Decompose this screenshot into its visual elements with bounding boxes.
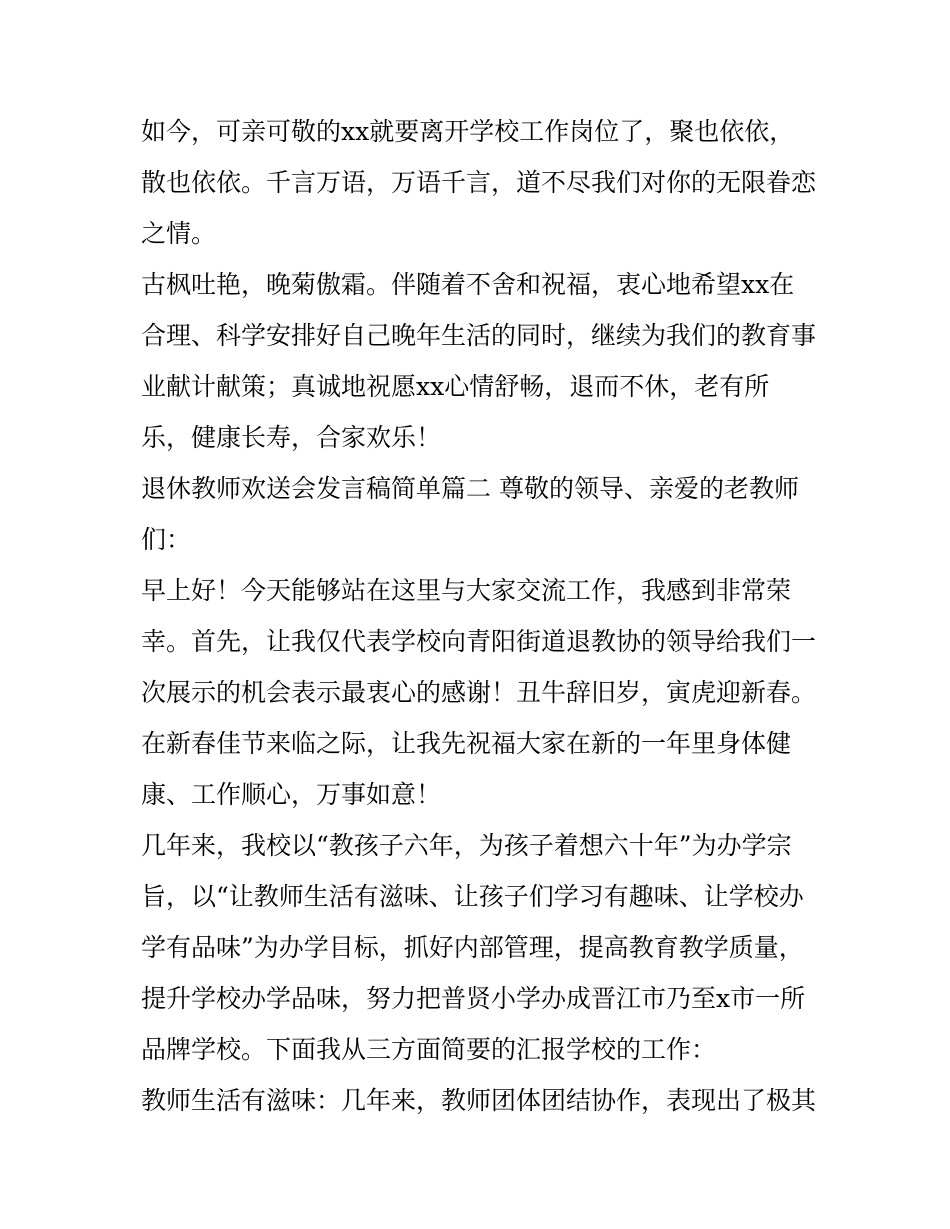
text-line-19: 品牌学校。下面我从三方面简要的汇报学校的工作： [141, 1035, 717, 1064]
text-line-6: 业献计献策；真诚地祝愿xx心情舒畅，退而不休，老有所 [141, 372, 770, 401]
text-line-9: 们： [141, 525, 192, 554]
text-line-12: 次展示的机会表示最衷心的感谢！丑牛辞旧岁，寅虎迎新春。 [141, 678, 817, 707]
text-line-8: 退休教师欢送会发言稿简单篇二 尊敬的领导、亲爱的老教师 [141, 474, 799, 503]
text-line-10: 早上好！今天能够站在这里与大家交流工作，我感到非常荣 [141, 576, 792, 605]
text-line-13: 在新春佳节来临之际，让我先祝福大家在新的一年里身体健 [141, 729, 792, 758]
text-line-14: 康、工作顺心，万事如意！ [141, 780, 442, 809]
text-line-5: 合理、科学安排好自己晚年生活的同时，继续为我们的教育事 [141, 321, 817, 350]
text-line-3: 之情。 [141, 219, 217, 248]
text-line-18: 提升学校办学品味，努力把普贤小学办成晋江市乃至x市一所 [141, 984, 806, 1013]
text-line-7: 乐，健康长寿，合家欢乐！ [141, 423, 442, 452]
text-line-15: 几年来，我校以“教孩子六年，为孩子着想六十年”为办学宗 [141, 831, 792, 860]
text-line-17: 学有品味”为办学目标，抓好内部管理，提高教育教学质量， [141, 933, 804, 962]
text-line-1: 如今，可亲可敬的xx就要离开学校工作岗位了，聚也依依， [141, 117, 795, 146]
text-line-20: 教师生活有滋味：几年来，教师团体团结协作，表现出了极其 [141, 1086, 817, 1115]
text-line-16: 旨，以“让教师生活有滋味、让孩子们学习有趣味、让学校办 [141, 882, 804, 911]
body-text [141, 106, 821, 1126]
text-line-11: 幸。首先，让我仅代表学校向青阳街道退教协的领导给我们一 [141, 627, 817, 656]
text-line-4: 古枫吐艳，晚菊傲霜。伴随着不舍和祝福，衷心地希望xx在 [141, 270, 795, 299]
text-line-2: 散也依依。千言万语，万语千言，道不尽我们对你的无限眷恋 [141, 168, 817, 197]
